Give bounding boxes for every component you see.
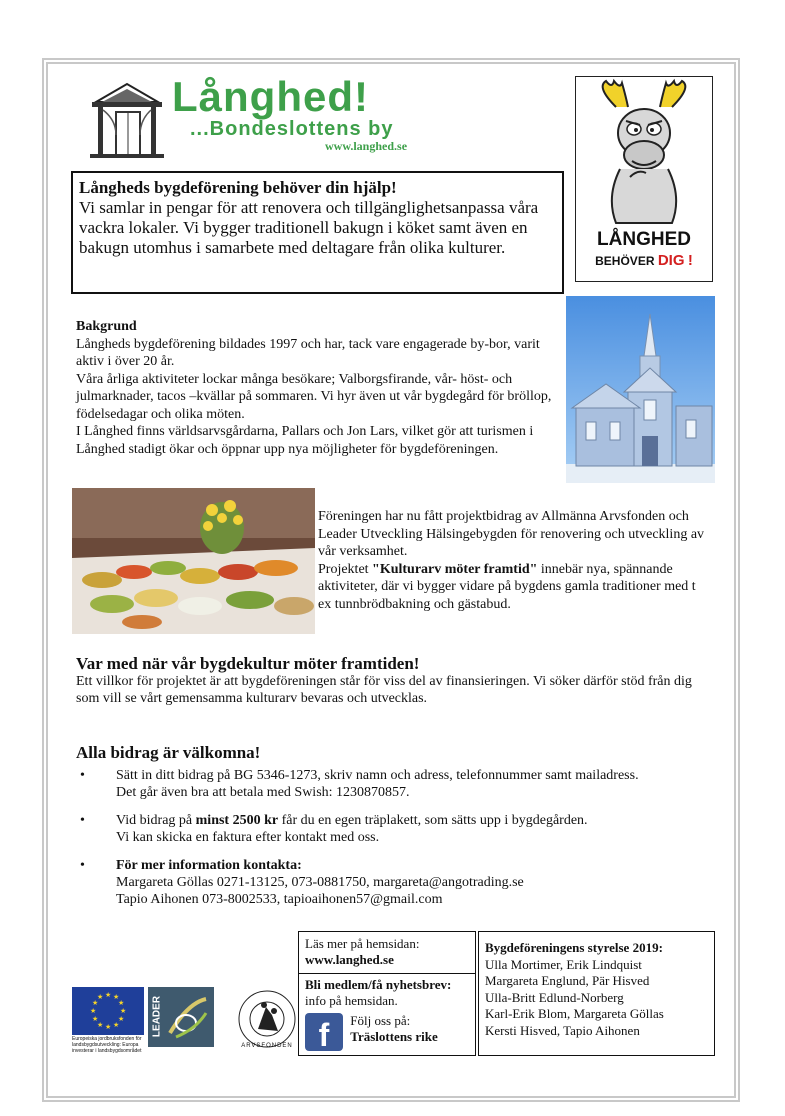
plaque-suffix: får du en egen träplakett, som sätts upp i bygdegården. [278,813,588,828]
svg-text:★: ★ [105,1023,112,1031]
leader-text: LEADER [151,995,163,1038]
eu-caption [72,1036,152,1054]
board-member-line: Margareta Englund, Pär Hisved [485,973,650,988]
board-member-line: Kersti Hisved, Tapio Aihonen [485,1022,640,1038]
facebook-page-link[interactable]: Träslottens rike [350,1029,438,1044]
logo-url[interactable]: www.langhed.se [325,139,408,153]
svg-text:★: ★ [118,999,125,1007]
board-member-line: Ulla-Britt Edlund-Norberg [485,989,624,1005]
poster-moose [575,76,713,282]
eu-caption-line: investerar i landsbygdsområdet [72,1048,142,1054]
poster-subtitle-highlight: DIG [657,252,685,269]
contact-margareta[interactable]: Margareta Göllas 0271-13125, 073-0881750, margareta@angotrading.se [116,875,524,890]
svg-text:★: ★ [90,1007,97,1015]
leader-logo [148,987,214,1047]
list-item [76,767,726,801]
moose-cartoon-illustration [576,77,712,227]
arvsfonden-text: ARVSFONDEN [241,1043,293,1049]
follow-label: Följ oss på: [350,1013,411,1028]
project-section [318,508,710,613]
membership-label: Bli medlem/få nyhetsbrev: [305,977,452,992]
info-box [298,931,476,1056]
contributions-list [76,767,726,919]
board-box [478,931,715,1056]
svg-text:★: ★ [105,991,112,999]
list-item [76,857,726,908]
read-more-label: Läs mer på hemsidan: [305,936,420,951]
contact-heading: • För mer information kontakta: [116,858,302,873]
payment-info: • Sätt in ditt bidrag på BG 5346-1273, skriv namn och adress, telefonnummer samt mailadress. [116,768,639,783]
svg-text:★: ★ [118,1015,125,1023]
project-text-suffix: innebär nya, spännande aktiviteter, där vi bygger vidare på bygdens gamla traditioner med t ex tunnbrödbakning och gästabud. [318,561,696,612]
contact-tapio[interactable]: Tapio Aihonen 073-8002533, tapioaihonen57@gmail.com [116,892,443,907]
eu-caption-line: Europeiska jordbruksfonden för [72,1036,142,1042]
background-paragraph-2: Våra årliga aktiviteter lockar många besökare; Valborgsfirande, vår- höst- och julmarknader, tacos –kvällar på sommaren. Vi hyr även ut vår bygdegård för bröllop, födelsedagar och olika möten. [76,371,552,422]
background-heading: Bakgrund [76,319,137,334]
arvsfonden-logo [236,985,298,1053]
svg-text:★: ★ [97,1021,104,1029]
plaque-amount: minst 2500 kr [195,813,279,828]
svg-text:★: ★ [92,1015,99,1023]
intro-text: Vi samlar in pengar för att renovera och tillgänglighetsanpassa våra vackra lokaler. Vi bygger traditionell bakugn i köket samt även en bakugn utomhus i samarbete med deltagare från olika kulturer. [79,198,539,257]
project-name: "Kulturarv möter framtid" [372,561,538,577]
swish-info: Det går även bra att betala med Swish: 1230870857. [116,785,410,800]
plaque-info [116,812,726,829]
future-heading: Var med när vår bygdekultur möter framtiden! [76,654,420,673]
intro-box [71,171,564,294]
info-divider [299,973,475,974]
background-section [76,318,556,458]
church-photo [566,296,715,483]
board-member-line: Karl-Erik Blom, Margareta Göllas [485,1006,664,1021]
logo-subtitle: ...Bondeslottens by [190,118,394,140]
list-item [76,812,726,846]
future-section [76,655,716,708]
svg-text:★: ★ [113,1021,120,1029]
plaque-prefix: Vid bidrag på [116,813,196,828]
logo-house-illustration [86,80,168,160]
svg-text:★: ★ [113,993,120,1001]
eu-caption-line: landsbygdsutveckling: Europa [72,1042,139,1048]
svg-text:★: ★ [97,993,104,1001]
poster-subtitle [576,252,712,269]
svg-text:★: ★ [120,1007,127,1015]
poster-title: LÅNGHED [597,229,691,250]
board-member-line: Ulla Mortimer, Erik Lindquist [485,956,642,972]
facebook-icon[interactable]: f [305,1013,343,1051]
membership-info: info på hemsidan. [305,993,398,1008]
poster-subtitle-prefix: BEHÖVER [595,254,655,268]
future-text: Ett villkor för projektet är att bygdeföreningen står för viss del av finansieringen. Vi söker därför stöd från dig som vill se vårt gemensamma kulturarv bevaras och utvecklas. [76,673,692,706]
eu-flag-logo [72,987,144,1035]
board-heading: Bygdeföreningens styrelse 2019: [485,940,663,955]
buffet-photo [72,488,315,634]
poster-subtitle-suffix: ! [687,252,693,269]
background-paragraph-3: I Långhed finns världsarvsgårdarna, Pallars och Jon Lars, vilket gör att turismen i Långhed stadigt ökar och öppnar upp nya möjligheter för bygdeföreningen. [76,424,534,457]
invoice-info: Vi kan skicka en faktura efter kontakt med oss. [116,830,380,845]
intro-heading: Långheds bygdeförening behöver din hjälp! [79,178,397,197]
project-paragraph-1: Föreningen har nu fått projektbidrag av Allmänna Arvsfonden och Leader Utveckling Hälsingebygden för renovering och utveckling av vår verksamhet. [318,509,705,559]
website-link[interactable]: www.langhed.se [305,952,394,967]
contributions-heading: Alla bidrag är välkomna! [76,743,261,762]
project-text-prefix: Projektet [318,561,373,577]
project-paragraph-2 [318,561,710,614]
svg-text:★: ★ [92,999,99,1007]
logo-title: Långhed! [172,73,369,120]
background-paragraph-1: Långheds bygdeförening bildades 1997 och har, tack vare engagerade by-bor, varit aktiv i över 20 år. [76,336,540,369]
